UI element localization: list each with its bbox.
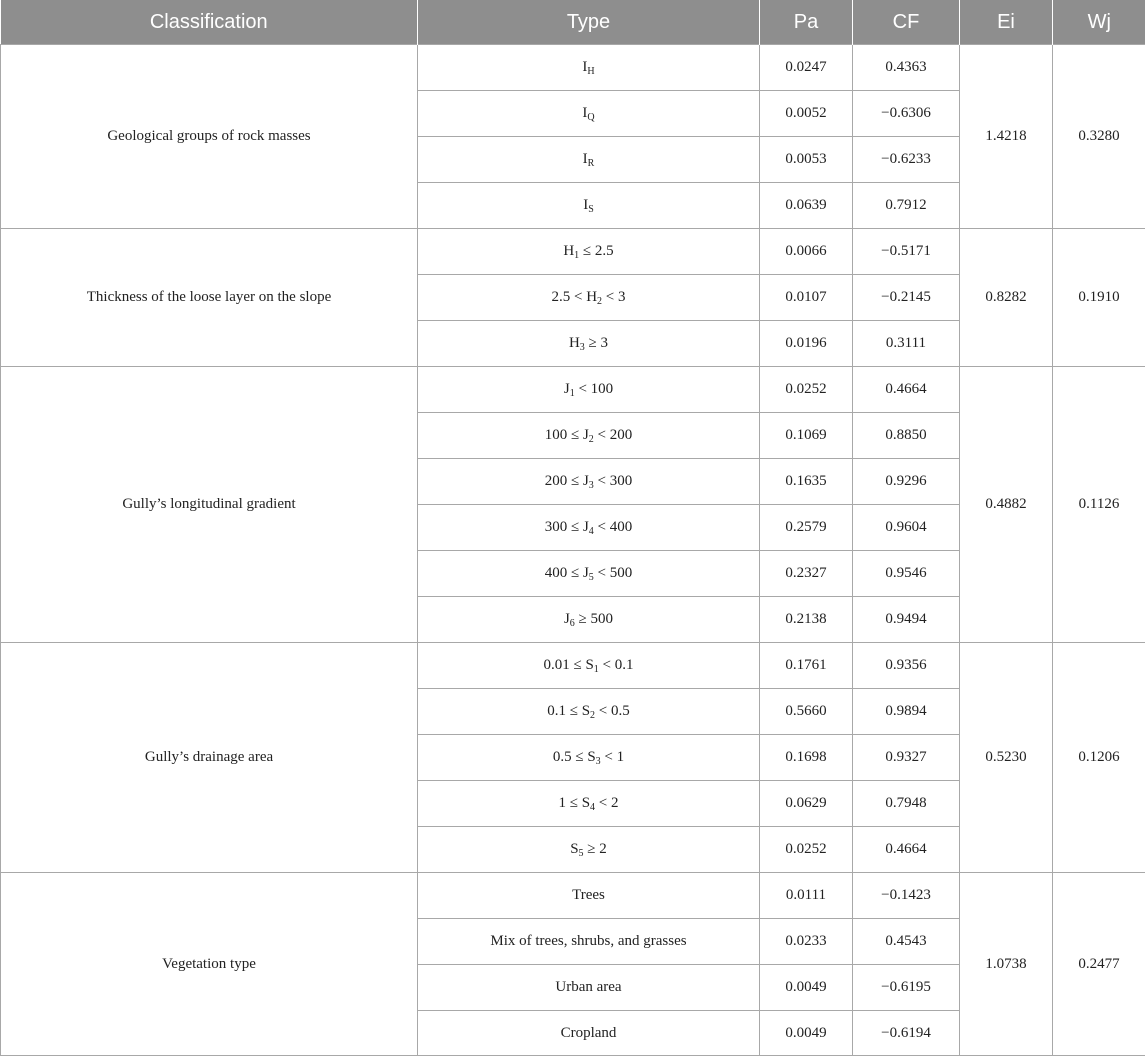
- type-subscript: 1: [594, 664, 599, 675]
- wj-cell: 0.1126: [1053, 367, 1145, 643]
- type-subscript: 2: [590, 710, 595, 721]
- cf-cell: −0.2145: [853, 275, 960, 321]
- type-subscript: 6: [570, 618, 575, 629]
- type-cell: [418, 919, 760, 965]
- type-subscript: 2: [589, 434, 594, 445]
- pa-cell: 0.0252: [760, 827, 853, 873]
- type-text: 1 ≤ S: [558, 795, 590, 811]
- type-cell: [418, 781, 760, 827]
- type-cell: [418, 551, 760, 597]
- cf-cell: 0.9327: [853, 735, 960, 781]
- type-subscript: 3: [589, 480, 594, 491]
- type-cell: [418, 183, 760, 229]
- pa-cell: 0.0111: [760, 873, 853, 919]
- cf-cell: 0.8850: [853, 413, 960, 459]
- ei-cell: 0.8282: [960, 229, 1053, 367]
- classification-cell: Vegetation type: [1, 873, 418, 1056]
- type-text: I: [583, 197, 588, 213]
- pa-cell: 0.1635: [760, 459, 853, 505]
- pa-cell: 0.1761: [760, 643, 853, 689]
- cf-cell: −0.5171: [853, 229, 960, 275]
- cf-cell: −0.6306: [853, 91, 960, 137]
- type-text: 100 ≤ J: [545, 427, 589, 443]
- cf-cell: 0.4363: [853, 45, 960, 91]
- type-suffix: < 200: [594, 427, 632, 443]
- pa-cell: 0.0053: [760, 137, 853, 183]
- type-cell: [418, 229, 760, 275]
- type-suffix: < 500: [594, 565, 632, 581]
- type-text: I: [582, 105, 587, 121]
- table-row: [1, 367, 1145, 413]
- type-text: 0.5 ≤ S: [553, 749, 596, 765]
- type-text: H: [569, 335, 580, 351]
- pa-cell: 0.2327: [760, 551, 853, 597]
- type-cell: [418, 275, 760, 321]
- classification-cell: Thickness of the loose layer on the slope: [1, 229, 418, 367]
- pa-cell: 0.0233: [760, 919, 853, 965]
- pa-cell: 0.2579: [760, 505, 853, 551]
- type-text: 0.01 ≤ S: [543, 657, 593, 673]
- classification-cell: Geological groups of rock masses: [1, 45, 418, 229]
- type-subscript: S: [588, 204, 594, 215]
- pa-cell: 0.0196: [760, 321, 853, 367]
- pa-cell: 0.0066: [760, 229, 853, 275]
- type-cell: [418, 505, 760, 551]
- wj-cell: 0.1206: [1053, 643, 1145, 873]
- type-subscript: 5: [579, 848, 584, 859]
- table-row: [1, 45, 1145, 91]
- type-subscript: 4: [590, 802, 595, 813]
- pa-cell: 0.0252: [760, 367, 853, 413]
- type-text: Cropland: [561, 1025, 617, 1041]
- type-text: H: [563, 243, 574, 259]
- type-cell: [418, 367, 760, 413]
- type-cell: [418, 827, 760, 873]
- type-cell: [418, 643, 760, 689]
- type-subscript: 2: [597, 296, 602, 307]
- type-text: 400 ≤ J: [545, 565, 589, 581]
- type-suffix: < 0.1: [599, 657, 634, 673]
- pa-cell: 0.0049: [760, 1011, 853, 1056]
- type-text: 200 ≤ J: [545, 473, 589, 489]
- type-suffix: < 2: [595, 795, 618, 811]
- pa-cell: 0.0639: [760, 183, 853, 229]
- type-cell: [418, 45, 760, 91]
- type-text: S: [570, 841, 578, 857]
- type-suffix: < 100: [575, 381, 613, 397]
- type-suffix: ≥ 500: [575, 611, 613, 627]
- header-cf: CF: [853, 0, 960, 45]
- type-suffix: < 300: [594, 473, 632, 489]
- type-subscript: 4: [589, 526, 594, 537]
- type-cell: [418, 873, 760, 919]
- pa-cell: 0.1069: [760, 413, 853, 459]
- header-classification: Classification: [1, 0, 418, 45]
- type-cell: [418, 137, 760, 183]
- cf-cell: 0.4664: [853, 827, 960, 873]
- type-subscript: R: [588, 158, 595, 169]
- type-suffix: < 400: [594, 519, 632, 535]
- header-wj: Wj: [1053, 0, 1145, 45]
- type-subscript: Q: [587, 112, 594, 123]
- type-cell: [418, 597, 760, 643]
- pa-cell: 0.0629: [760, 781, 853, 827]
- type-text: 0.1 ≤ S: [547, 703, 590, 719]
- type-cell: [418, 459, 760, 505]
- table-row: [1, 229, 1145, 275]
- header-type: Type: [418, 0, 760, 45]
- cf-cell: 0.9894: [853, 689, 960, 735]
- type-cell: [418, 689, 760, 735]
- type-text: 2.5 < H: [551, 289, 597, 305]
- header-pa: Pa: [760, 0, 853, 45]
- header-row: [1, 0, 1145, 45]
- pa-cell: 0.1698: [760, 735, 853, 781]
- cf-cell: 0.9494: [853, 597, 960, 643]
- type-text: Urban area: [555, 979, 621, 995]
- table-body: [1, 45, 1145, 1056]
- pa-cell: 0.0049: [760, 965, 853, 1011]
- wj-cell: 0.1910: [1053, 229, 1145, 367]
- ei-cell: 0.5230: [960, 643, 1053, 873]
- cf-cell: −0.6233: [853, 137, 960, 183]
- type-suffix: < 1: [601, 749, 624, 765]
- type-cell: [418, 735, 760, 781]
- type-subscript: H: [587, 66, 594, 77]
- pa-cell: 0.0107: [760, 275, 853, 321]
- ei-cell: 0.4882: [960, 367, 1053, 643]
- ei-cell: 1.4218: [960, 45, 1053, 229]
- type-text: J: [564, 381, 570, 397]
- cf-cell: 0.7912: [853, 183, 960, 229]
- cf-cell: 0.9546: [853, 551, 960, 597]
- pa-cell: 0.2138: [760, 597, 853, 643]
- cf-cell: 0.9604: [853, 505, 960, 551]
- cf-cell: 0.4543: [853, 919, 960, 965]
- type-cell: [418, 1011, 760, 1056]
- header-ei: Ei: [960, 0, 1053, 45]
- wj-cell: 0.3280: [1053, 45, 1145, 229]
- cf-cell: 0.9356: [853, 643, 960, 689]
- cf-cell: 0.7948: [853, 781, 960, 827]
- pa-cell: 0.5660: [760, 689, 853, 735]
- type-suffix: ≥ 3: [585, 335, 608, 351]
- classification-cell: Gully’s longitudinal gradient: [1, 367, 418, 643]
- type-text: J: [564, 611, 570, 627]
- cf-cell: −0.1423: [853, 873, 960, 919]
- type-subscript: 1: [570, 388, 575, 399]
- type-cell: [418, 91, 760, 137]
- pa-cell: 0.0052: [760, 91, 853, 137]
- ei-cell: 1.0738: [960, 873, 1053, 1056]
- cf-cell: 0.4664: [853, 367, 960, 413]
- type-text: 300 ≤ J: [545, 519, 589, 535]
- type-subscript: 5: [589, 572, 594, 583]
- type-cell: [418, 321, 760, 367]
- cf-cell: −0.6195: [853, 965, 960, 1011]
- pa-cell: 0.0247: [760, 45, 853, 91]
- cf-cell: 0.3111: [853, 321, 960, 367]
- type-suffix: < 3: [602, 289, 625, 305]
- table-row: [1, 643, 1145, 689]
- wj-cell: 0.2477: [1053, 873, 1145, 1056]
- type-suffix: < 0.5: [595, 703, 630, 719]
- type-cell: [418, 413, 760, 459]
- type-subscript: 3: [596, 756, 601, 767]
- type-cell: [418, 965, 760, 1011]
- type-suffix: ≤ 2.5: [579, 243, 613, 259]
- type-text: Mix of trees, shrubs, and grasses: [490, 933, 686, 949]
- type-text: I: [583, 151, 588, 167]
- type-text: I: [582, 59, 587, 75]
- table-row: [1, 873, 1145, 919]
- cf-cell: −0.6194: [853, 1011, 960, 1056]
- type-subscript: 1: [574, 250, 579, 261]
- type-subscript: 3: [580, 342, 585, 353]
- type-suffix: ≥ 2: [584, 841, 607, 857]
- cf-cell: 0.9296: [853, 459, 960, 505]
- classification-cell: Gully’s drainage area: [1, 643, 418, 873]
- type-text: Trees: [572, 887, 605, 903]
